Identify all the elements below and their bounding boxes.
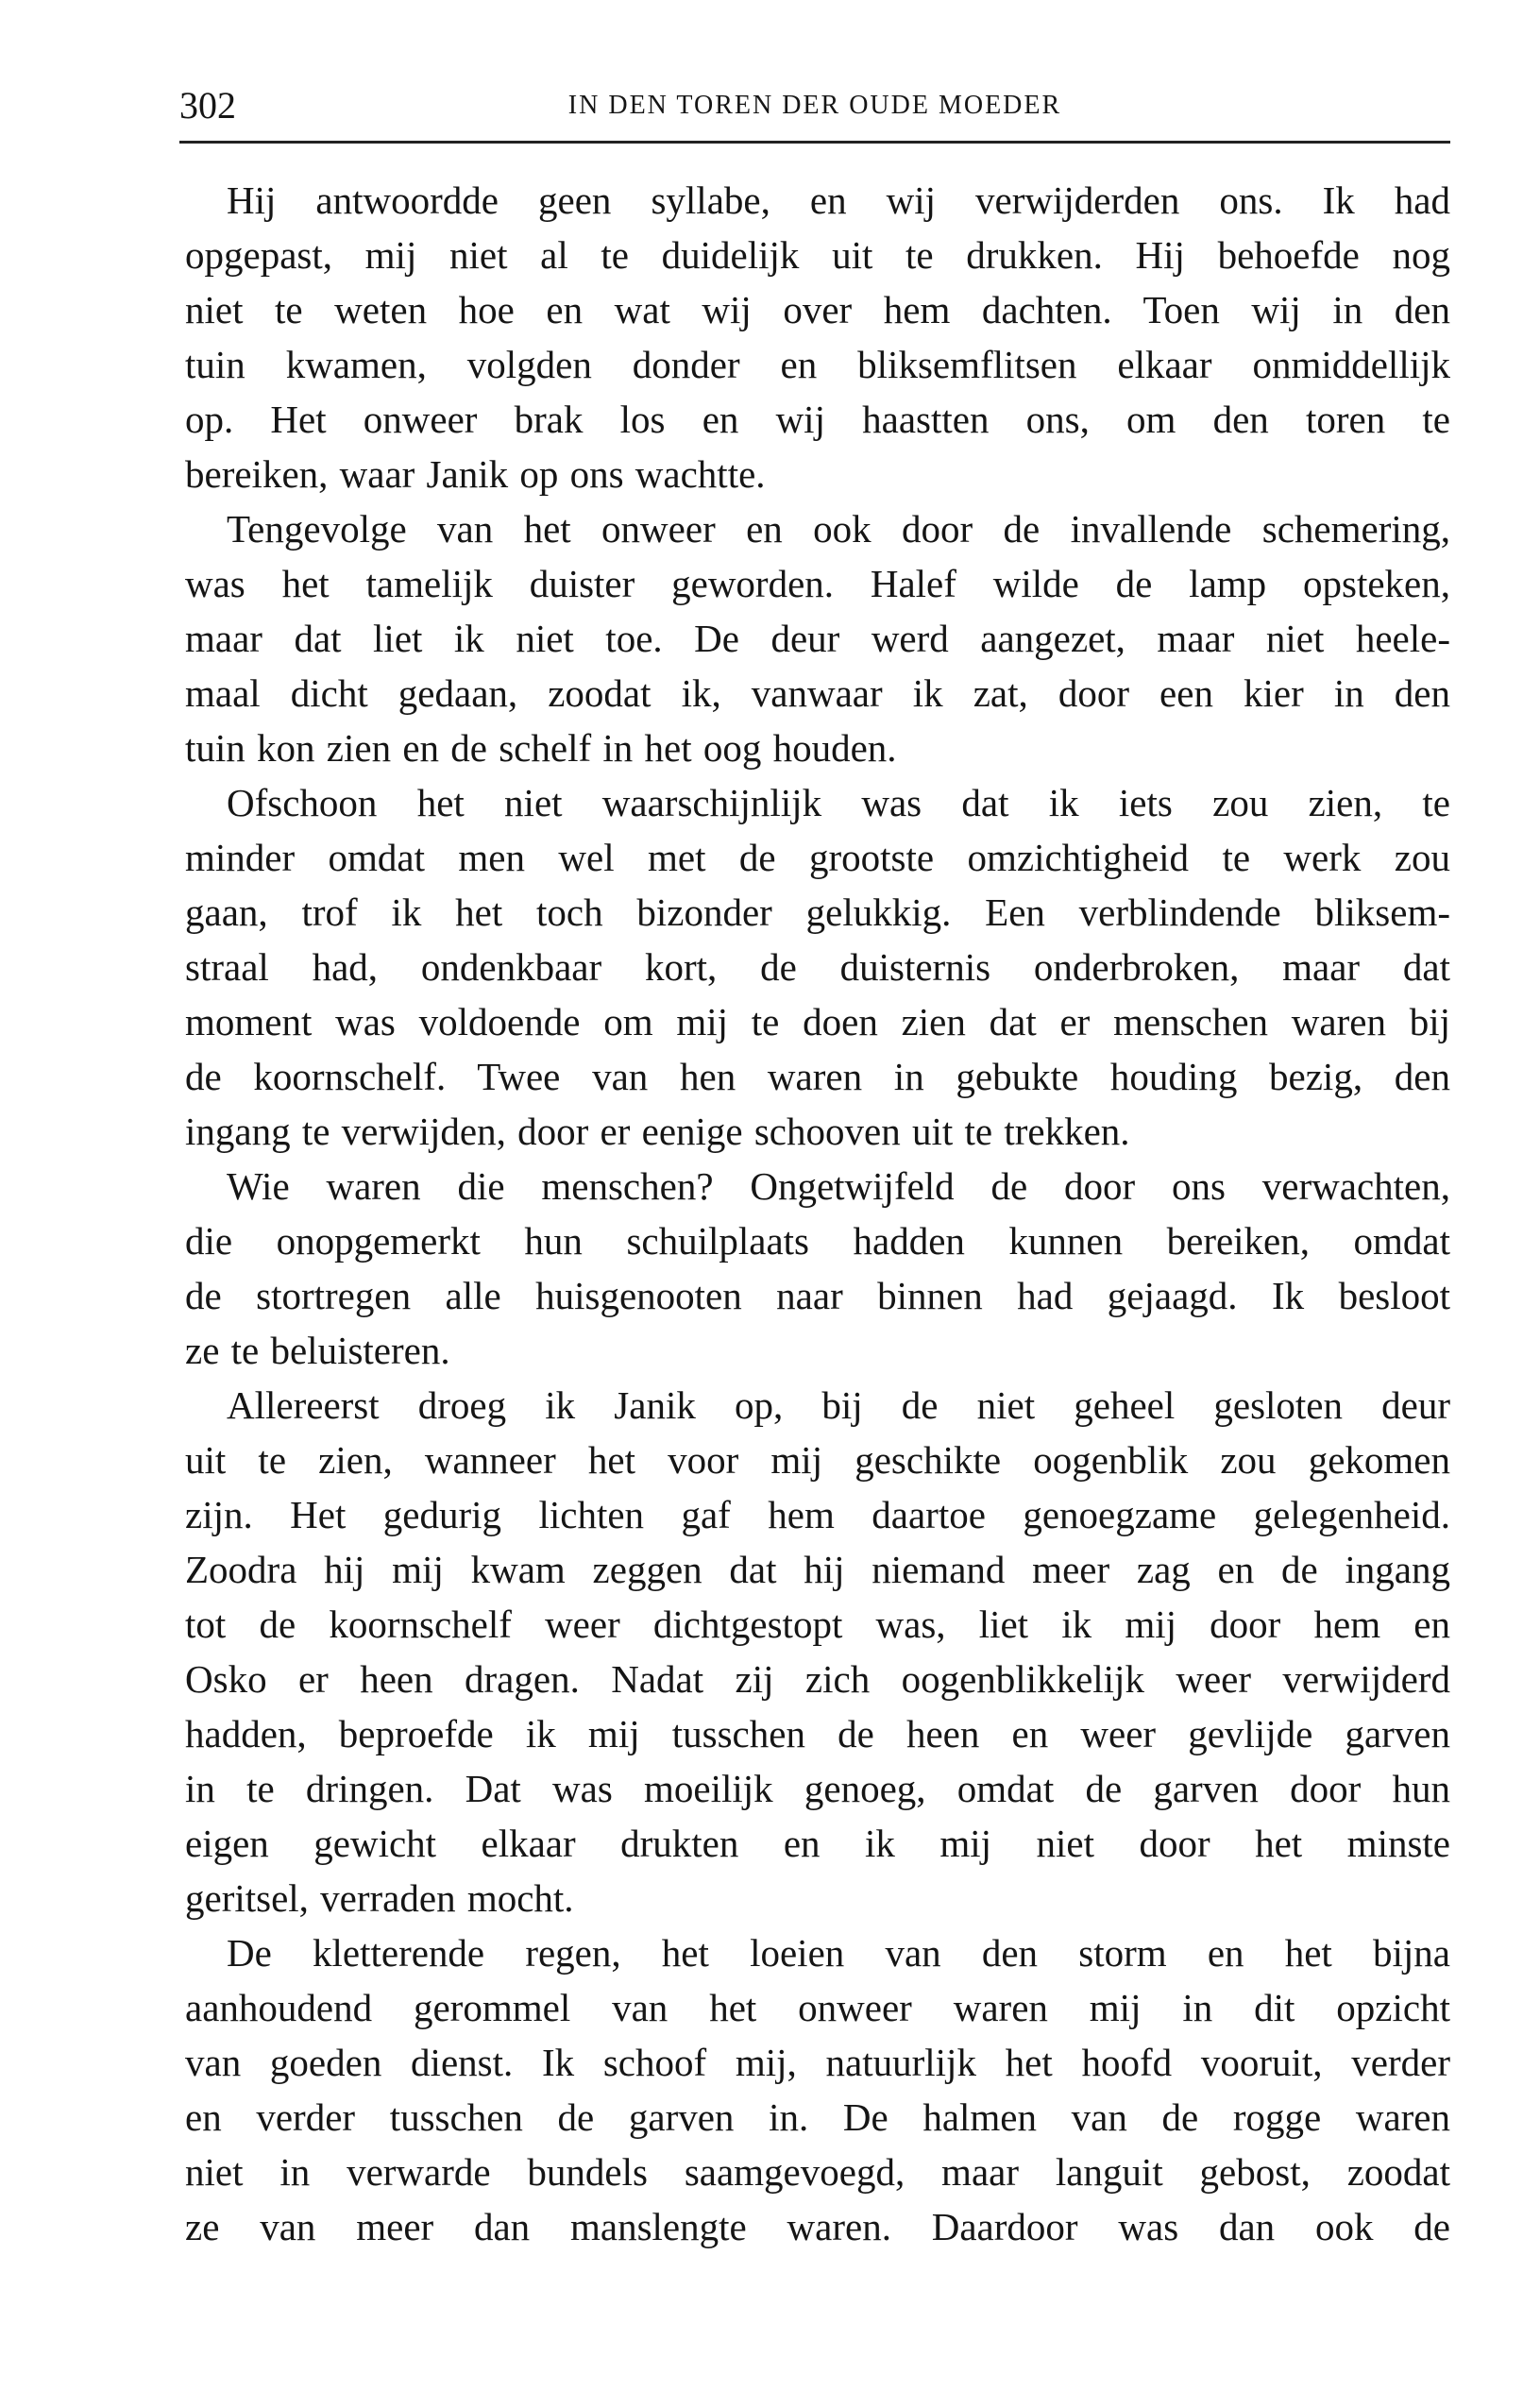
text-line: De kletterende regen, het loeien van den storm en het bijna (227, 1931, 1450, 1975)
text-line: maal dicht gedaan, zoodat ik, vanwaar ik zat, door een kier in den (185, 671, 1450, 715)
text-line: hadden, beproefde ik mij tusschen de heen en weer gevlijde garven (185, 1712, 1450, 1755)
text-line: uit te zien, wanneer het voor mij geschikte oogenblik zou gekomen (185, 1438, 1450, 1482)
text-line: tuin kwamen, volgden donder en bliksemflitsen elkaar onmiddellijk (185, 343, 1450, 386)
text-line: op. Het onweer brak los en wij haastten ons, om den toren te (185, 398, 1450, 441)
header-rule (179, 141, 1450, 144)
text-line: Ofschoon het niet waarschijnlijk was dat ik iets zou zien, te (227, 781, 1450, 824)
text-line: in te dringen. Dat was moeilijk genoeg, omdat de garven door hun (185, 1767, 1450, 1810)
text-line: minder omdat men wel met de grootste omzichtigheid te werk zou (185, 836, 1450, 879)
paragraph (185, 501, 1450, 775)
text-line: geritsel, verraden mocht. (185, 1876, 574, 1920)
text-line: ingang te verwijden, door er eenige schooven uit te trekken. (185, 1110, 1130, 1153)
text-line: Wie waren die menschen? Ongetwijfeld de door ons verwachten, (227, 1164, 1450, 1208)
text-line: zijn. Het gedurig lichten gaf hem daartoe genoegzame gelegenheid. (185, 1493, 1450, 1536)
text-line: Allereerst droeg ik Janik op, bij de niet geheel gesloten deur (227, 1383, 1450, 1427)
text-line: van goeden dienst. Ik schoof mij, natuurlijk het hoofd vooruit, verder (185, 2041, 1450, 2084)
paragraph (185, 1378, 1450, 1925)
text-line: straal had, ondenkbaar kort, de duisternis onderbroken, maar dat (185, 945, 1450, 989)
paragraph (185, 173, 1450, 501)
body-text (185, 173, 1450, 2254)
text-line: tot de koornschelf weer dichtgestopt was, liet ik mij door hem en (185, 1603, 1450, 1646)
text-line: gaan, trof ik het toch bizonder gelukkig. Een verblindende bliksem- (185, 890, 1450, 934)
text-line: de koornschelf. Twee van hen waren in gebukte houding bezig, den (185, 1055, 1450, 1098)
text-line: bereiken, waar Janik op ons wachtte. (185, 452, 766, 496)
page-header (179, 83, 1450, 140)
text-line: Osko er heen dragen. Nadat zij zich oogenblikkelijk weer verwijderd (185, 1657, 1450, 1701)
text-line: de stortregen alle huisgenooten naar binnen had gejaagd. Ik besloot (185, 1274, 1450, 1317)
text-line: niet in verwarde bundels saamgevoegd, maar languit gebost, zoodat (185, 2150, 1450, 2194)
text-line: was het tamelijk duister geworden. Halef wilde de lamp opsteken, (185, 562, 1450, 605)
text-line: maar dat liet ik niet toe. De deur werd aangezet, maar niet heele- (185, 617, 1450, 660)
text-line: niet te weten hoe en wat wij over hem dachten. Toen wij in den (185, 288, 1450, 331)
text-line: opgepast, mij niet al te duidelijk uit te drukken. Hij behoefde nog (185, 233, 1450, 277)
text-line: moment was voldoende om mij te doen zien dat er menschen waren bij (185, 1000, 1450, 1043)
text-line: ze van meer dan manslengte waren. Daardoor was dan ook de (185, 2205, 1450, 2248)
text-line: die onopgemerkt hun schuilplaats hadden kunnen bereiken, omdat (185, 1219, 1450, 1263)
paragraph (185, 775, 1450, 1159)
text-line: Hij antwoordde geen syllabe, en wij verwijderden ons. Ik had (227, 178, 1450, 222)
text-line: aanhoudend gerommel van het onweer waren mij in dit opzicht (185, 1986, 1450, 2029)
text-line: Tengevolge van het onweer en ook door de invallende schemering, (227, 507, 1450, 551)
paragraph (185, 1159, 1450, 1378)
text-line: Zoodra hij mij kwam zeggen dat hij niemand meer zag en de ingang (185, 1548, 1450, 1591)
text-line: tuin kon zien en de schelf in het oog houden. (185, 726, 897, 770)
paragraph (185, 1925, 1450, 2254)
text-line: eigen gewicht elkaar drukten en ik mij niet door het minste (185, 1822, 1450, 1865)
running-title: IN DEN TOREN DER OUDE MOEDER (567, 91, 1062, 120)
text-line: ze te beluisteren. (185, 1329, 450, 1372)
page-number: 302 (179, 84, 236, 127)
text-line: en verder tusschen de garven in. De halmen van de rogge waren (185, 2095, 1450, 2139)
